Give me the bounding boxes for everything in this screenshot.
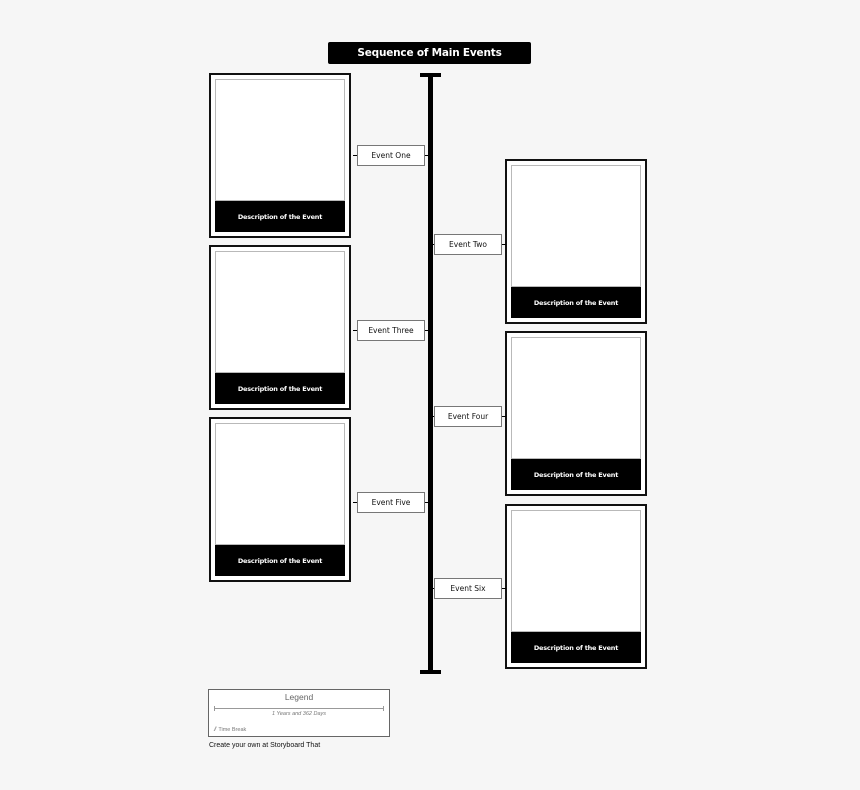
connector-line [425, 155, 429, 156]
event-cell-5[interactable] [209, 417, 351, 582]
cell-image-area[interactable] [511, 337, 641, 459]
event-cell-3[interactable] [209, 245, 351, 410]
legend-duration: 1 Years and 362 Days [271, 711, 327, 717]
cell-image-area[interactable] [215, 423, 345, 545]
legend-time-break [214, 727, 246, 733]
cell-description[interactable]: Description of the Event [215, 201, 345, 232]
cell-image-area[interactable] [215, 79, 345, 201]
cell-image-area[interactable] [511, 510, 641, 632]
connector-line [425, 330, 429, 331]
event-label-6[interactable]: Event Six [434, 578, 502, 599]
cell-description[interactable]: Description of the Event [511, 287, 641, 318]
legend-title: Legend [284, 692, 314, 702]
legend-scale-line [214, 708, 384, 709]
cell-description[interactable]: Description of the Event [511, 632, 641, 663]
event-cell-2[interactable] [505, 159, 647, 324]
event-label-1[interactable]: Event One [357, 145, 425, 166]
event-cell-4[interactable] [505, 331, 647, 496]
time-break-icon: // [214, 727, 216, 733]
timeline-top-cap [420, 73, 441, 77]
connector-line [502, 588, 506, 589]
cell-description[interactable]: Description of the Event [215, 545, 345, 576]
event-label-4[interactable]: Event Four [434, 406, 502, 427]
connector-line [502, 416, 506, 417]
event-label-2[interactable]: Event Two [434, 234, 502, 255]
footer-credit: Create your own at Storyboard That [209, 742, 321, 749]
cell-image-area[interactable] [511, 165, 641, 287]
cell-image-area[interactable] [215, 251, 345, 373]
connector-line [502, 244, 506, 245]
legend-box [208, 689, 390, 737]
event-cell-1[interactable] [209, 73, 351, 238]
page-title: Sequence of Main Events [328, 42, 531, 64]
event-cell-6[interactable] [505, 504, 647, 669]
cell-description[interactable]: Description of the Event [215, 373, 345, 404]
event-label-3[interactable]: Event Three [357, 320, 425, 341]
event-label-5[interactable]: Event Five [357, 492, 425, 513]
connector-line [425, 502, 429, 503]
timeline-bottom-cap [420, 670, 441, 674]
time-break-label: Time Break [218, 727, 247, 733]
cell-description[interactable]: Description of the Event [511, 459, 641, 490]
timeline-axis [428, 74, 433, 674]
